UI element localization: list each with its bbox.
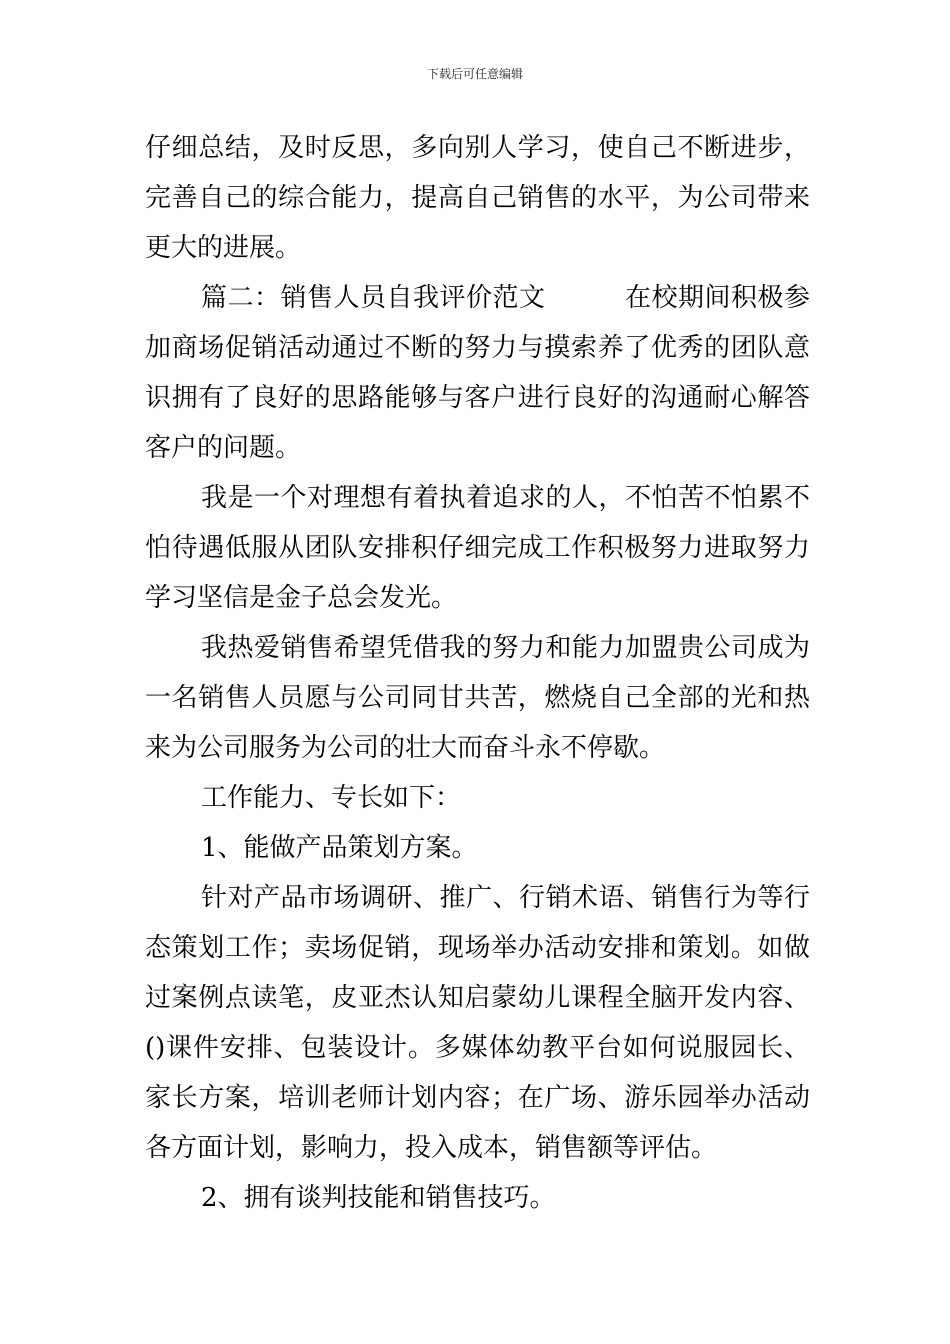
page-header: 下载后可任意编辑 <box>426 67 523 81</box>
paragraph-abilities-heading: 工作能力、专长如下： <box>201 783 462 813</box>
document-body <box>145 123 810 1223</box>
paragraph-love-sales: 我热爱销售希望凭借我的努力和能力加盟贵公司成为一名销售人员愿与公司同甘共苦，燃烧自己全部的光和热来为公司服务为公司的壮大而奋斗永不停歇。 <box>145 633 810 763</box>
paragraph-item-two: 2、拥有谈判技能和销售技巧。 <box>201 1183 556 1213</box>
paragraph-item-one: 1、能做产品策划方案。 <box>201 833 478 863</box>
paragraph-item-one-detail: 针对产品市场调研、推广、行销术语、销售行为等行态策划工作；卖场促销，现场举办活动安排和策划。如做过案例点读笔，皮亚杰认知启蒙幼儿课程全脑开发内容、()课件安排、包装设计。多媒体幼教平台如何说服园长、家长方案，培训老师计划内容；在广场、游乐园举办活动各方面计划，影响力，投入成本，销售额等评估。 <box>145 883 810 1163</box>
paragraph-summary: 仔细总结，及时反思，多向别人学习，使自己不断进步，完善自己的综合能力，提高自己销售的水平，为公司带来更大的进展。 <box>145 133 810 263</box>
paragraph-section-two: 篇二：销售人员自我评价范文 在校期间积极参加商场促销活动通过不断的努力与摸索养了优秀的团队意识拥有了良好的思路能够与客户进行良好的沟通耐心解答客户的问题。 <box>145 283 810 463</box>
paragraph-ideals: 我是一个对理想有着执着追求的人，不怕苦不怕累不怕待遇低服从团队安排积仔细完成工作积极努力进取努力学习坚信是金子总会发光。 <box>145 483 810 613</box>
